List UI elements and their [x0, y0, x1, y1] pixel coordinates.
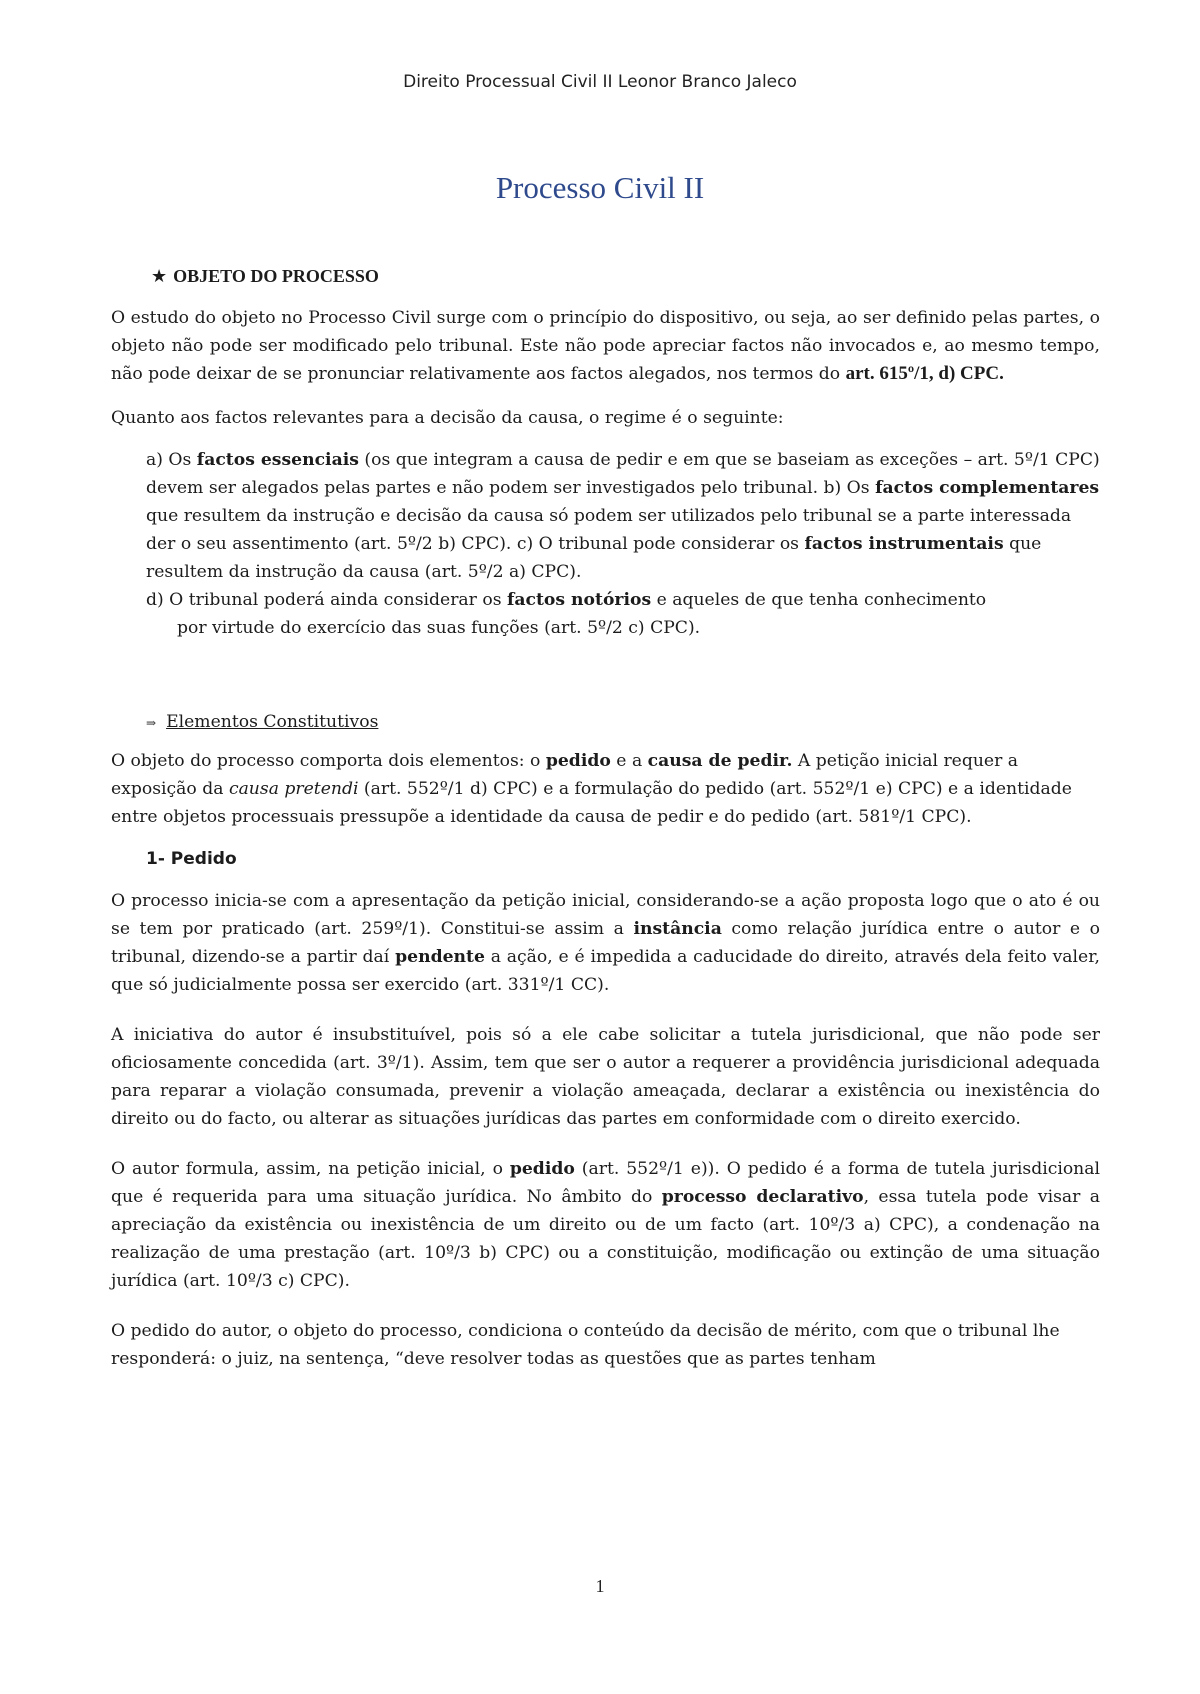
list-a-prefix: a) Os: [146, 450, 197, 470]
list-c-text: que resultem da instrução da causa (art. 5º/2 a) CPC).: [146, 534, 1042, 582]
section-heading: [111, 262, 1100, 290]
document-title: Processo Civil II: [495, 170, 705, 205]
p6-t2: (art. 552º/1 e)). O pedido é a forma de tutela jurisdicional que é requerida para uma situação jurídica. No âmbito do: [111, 1159, 1100, 1207]
p4-b1: instância: [633, 919, 722, 939]
p4-t2: como relação jurídica entre o autor e o tribunal, dizendo-se a partir daí: [111, 919, 1101, 967]
p3-t3: A petição inicial requer a exposição da: [111, 751, 1019, 799]
p6-b1: pedido: [509, 1159, 575, 1179]
list-b-bold: factos complementares: [875, 478, 1100, 498]
list-d-text: e aqueles de que tenha conhecimento: [651, 590, 987, 610]
paragraph-1-text: O estudo do objeto no Processo Civil surge com o princípio do dispositivo, ou seja, ao ser definido pelas partes, o objeto não pode ser modificado pelo tribunal. Este não pode apreciar factos não invocados e, ao mesmo tempo, não pode deixar de se pronunciar relativamente aos factos alegados, nos termos do: [111, 308, 1100, 384]
p6-t1: O autor formula, assim, na petição inicial, o: [111, 1159, 510, 1179]
paragraph-7: O pedido do autor, o objeto do processo, condiciona o conteúdo da decisão de mérito, com que o tribunal lhe responderá: o juiz, na sentença, “deve resolver todas as questões que as partes tenham: [111, 1321, 1060, 1369]
p4-b2: pendente: [395, 947, 485, 967]
list-a-text: (os que integram a causa de pedir e em que se baseiam as exceções – art. 5º/1 CPC) devem ser alegados pelas partes e não podem ser investigados pelo tribunal. b) Os: [146, 450, 1100, 498]
subheading-text: Elementos Constitutivos: [166, 712, 379, 732]
paragraph-5: A iniciativa do autor é insubstituível, pois só a ele cabe solicitar a tutela jurisdicional, que não pode ser oficiosamente concedida (art. 3º/1). Assim, tem que ser o autor a requerer a providência jurisdicional adequada para reparar a violação consumada, prevenir a violação ameaçada, declarar a existência ou inexistência do direito ou do facto, ou alterar as situações jurídicas das partes em conformidade com o direito exercido.: [111, 1025, 1100, 1129]
list-d-bold: factos notórios: [506, 590, 652, 610]
p3-t1: O objeto do processo comporta dois elementos: o: [111, 751, 546, 771]
paragraph-2: Quanto aos factos relevantes para a decisão da causa, o regime é o seguinte:: [111, 408, 784, 428]
p6-b2: processo declarativo: [661, 1187, 864, 1207]
section-heading-text: OBJETO DO PROCESSO: [173, 266, 379, 286]
facts-list-d: [111, 586, 1100, 642]
paragraph-1-bold: art. 615º/1, d) CPC.: [845, 363, 1004, 384]
paragraph-1: [111, 304, 1100, 388]
paragraph-4: [111, 887, 1100, 999]
page-number: 1: [595, 1576, 605, 1596]
list-c-bold: factos instrumentais: [804, 534, 1004, 554]
facts-list-abc: [111, 446, 1100, 586]
document-body: [111, 262, 1100, 1373]
list-d-prefix: d) O tribunal poderá ainda considerar os: [146, 590, 507, 610]
p3-t2: e a: [610, 751, 648, 771]
running-header: Direito Processual Civil II Leonor Branco Jaleco: [403, 72, 797, 92]
paragraph-6: [111, 1155, 1100, 1295]
p3-italic: causa pretendi: [228, 779, 359, 799]
list-a-bold: factos essenciais: [196, 450, 359, 470]
p4-t3: a ação, e é impedida a caducidade do direito, através dela feito valer, que só judicialmente possa ser exercido (art. 331º/1 CC).: [111, 947, 1101, 995]
pedido-heading: 1- Pedido: [146, 849, 237, 869]
arrow-icon: ⇒: [146, 716, 157, 730]
paragraph-3: [111, 747, 1100, 831]
p3-b2: causa de pedir.: [647, 751, 793, 771]
p3-t4: (art. 552º/1 d) CPC) e a formulação do pedido (art. 552º/1 e) CPC) e a identidade entre objetos processuais pressupõe a identidade da causa de pedir e do pedido (art. 581º/1 CPC).: [111, 779, 1072, 827]
p6-t3: , essa tutela pode visar a apreciação da existência ou inexistência de um direito ou de um facto (art. 10º/3 a) CPC), a condenação na realização de uma prestação (art. 10º/3 b) CPC) ou a constituição, modificação ou extinção de uma situação jurídica (art. 10º/3 c) CPC).: [111, 1187, 1101, 1291]
p4-t1: O processo inicia-se com a apresentação da petição inicial, considerando-se a ação proposta logo que o ato é ou se tem por praticado (art. 259º/1). Constitui-se assim a: [111, 891, 1100, 939]
subheading-elementos: [111, 708, 1100, 737]
star-icon: ★: [151, 266, 168, 286]
list-b-text: que resultem da instrução e decisão da causa só podem ser utilizados pelo tribunal se a parte interessada der o seu assentimento (art. 5º/2 b) CPC). c) O tribunal pode considerar os: [146, 506, 1072, 554]
list-d-continuation: por virtude do exercício das suas funções (art. 5º/2 c) CPC).: [177, 618, 701, 638]
p3-b1: pedido: [545, 751, 611, 771]
